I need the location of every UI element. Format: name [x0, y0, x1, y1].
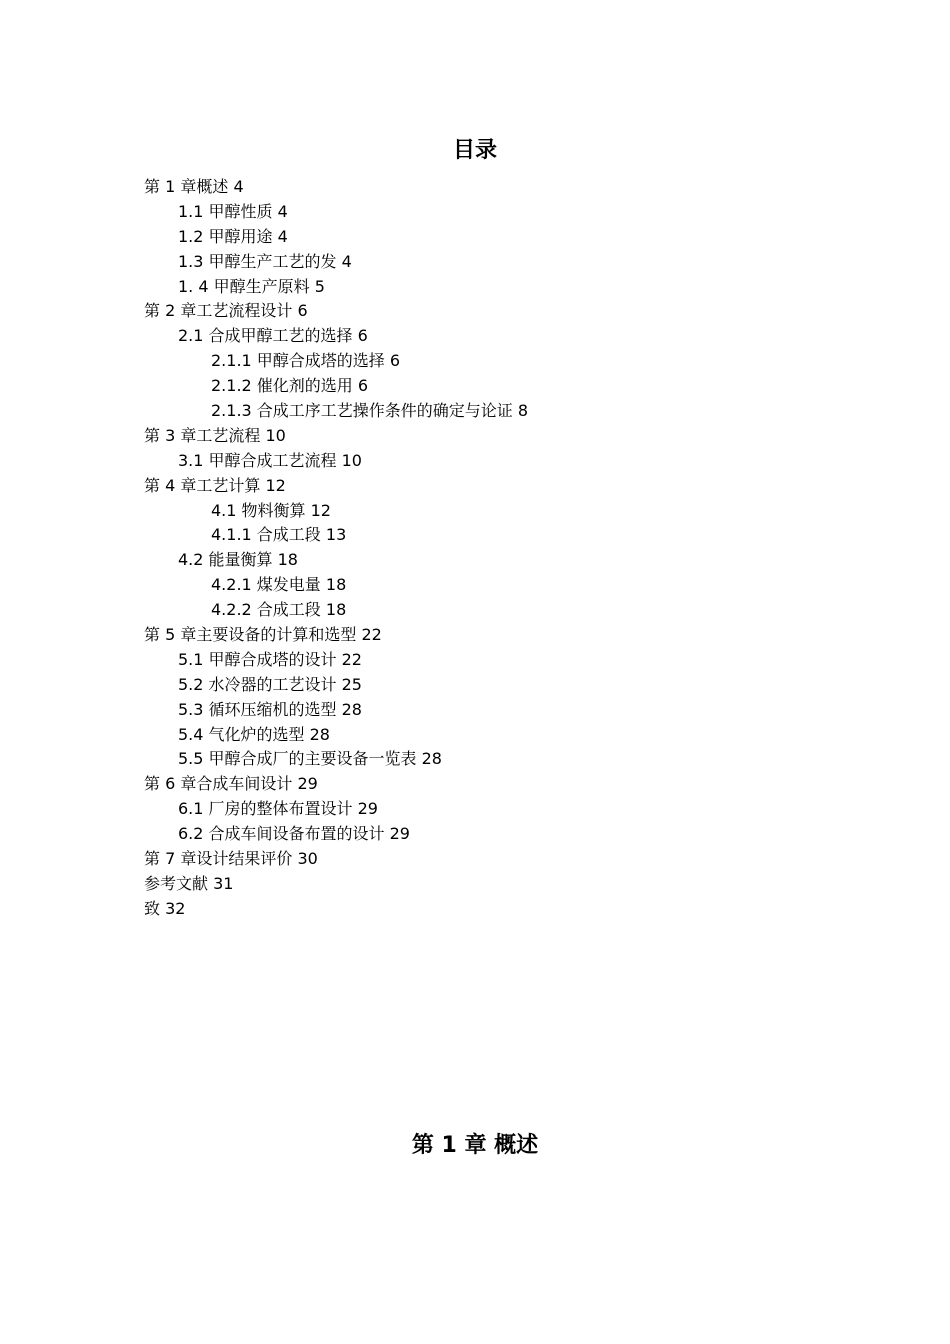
toc-entry[interactable]: 6.2 合成车间设备布置的设计 29: [178, 824, 410, 844]
toc-entry[interactable]: 参考文献 31: [144, 873, 234, 893]
toc-entry[interactable]: 5.5 甲醇合成厂的主要设备一览表 28: [178, 749, 442, 769]
toc-title: 目录: [452, 138, 497, 163]
toc-entry[interactable]: 5.4 气化炉的选型 28: [178, 724, 330, 744]
toc-entry[interactable]: 第 7 章设计结果评价 30: [144, 849, 318, 869]
toc-entry[interactable]: 4.2.1 煤发电量 18: [211, 575, 347, 595]
toc-entry[interactable]: 2.1 合成甲醇工艺的选择 6: [178, 326, 368, 346]
chapter-heading: 第 1 章 概述: [411, 1133, 539, 1158]
toc-entry[interactable]: 2.1.3 合成工序工艺操作条件的确定与论证 8: [211, 401, 529, 421]
toc-entry[interactable]: 1.2 甲醇用途 4: [178, 226, 288, 246]
toc-entry[interactable]: 6.1 厂房的整体布置设计 29: [178, 799, 378, 819]
toc-entry[interactable]: 1.1 甲醇性质 4: [178, 201, 288, 221]
toc-entry[interactable]: 第 5 章主要设备的计算和选型 22: [144, 625, 382, 645]
toc-entry[interactable]: 5.1 甲醇合成塔的设计 22: [178, 649, 362, 669]
toc-entry[interactable]: 3.1 甲醇合成工艺流程 10: [178, 450, 362, 470]
toc-entry[interactable]: 第 2 章工艺流程设计 6: [144, 301, 308, 321]
toc-entry[interactable]: 1.3 甲醇生产工艺的发 4: [178, 251, 352, 271]
table-of-contents: [144, 175, 844, 922]
toc-entry[interactable]: 4.2.2 合成工段 18: [211, 600, 347, 620]
toc-entry[interactable]: 2.1.2 催化剂的选用 6: [211, 376, 369, 396]
toc-entry[interactable]: 2.1.1 甲醇合成塔的选择 6: [211, 351, 401, 371]
toc-entry[interactable]: 5.2 水冷器的工艺设计 25: [178, 674, 362, 694]
toc-entry[interactable]: 4.1.1 合成工段 13: [211, 525, 347, 545]
toc-entry[interactable]: 4.2 能量衡算 18: [178, 550, 298, 570]
toc-entry[interactable]: 第 1 章概述 4: [144, 177, 244, 196]
toc-entry[interactable]: 致 32: [144, 898, 186, 918]
toc-entry[interactable]: 第 6 章合成车间设计 29: [144, 774, 318, 794]
toc-entry[interactable]: 5.3 循环压缩机的选型 28: [178, 699, 362, 719]
toc-entry[interactable]: 第 3 章工艺流程 10: [144, 425, 286, 445]
toc-entry[interactable]: 4.1 物料衡算 12: [211, 500, 331, 520]
toc-entry[interactable]: 1. 4 甲醇生产原料 5: [178, 276, 325, 296]
toc-entry[interactable]: 第 4 章工艺计算 12: [144, 475, 286, 495]
